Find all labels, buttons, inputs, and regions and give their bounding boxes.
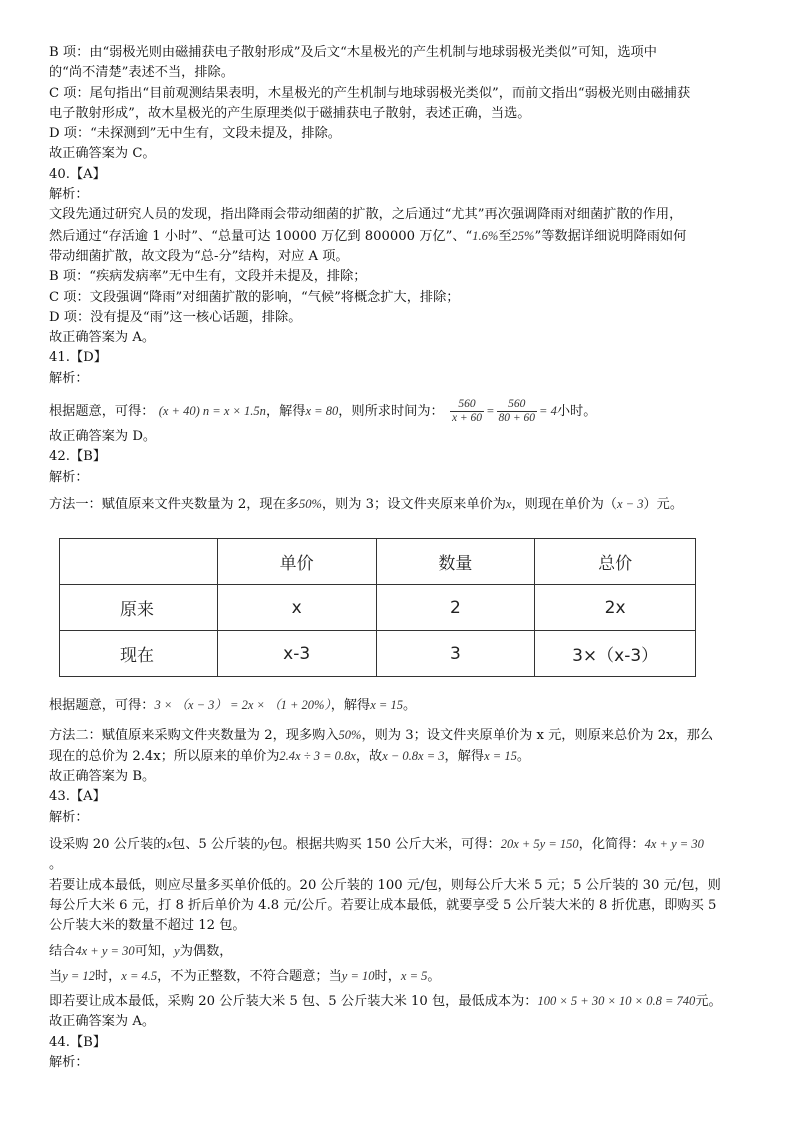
- analysis-label: 解析：: [49, 370, 89, 386]
- explanation-line: [49, 494, 759, 515]
- table-cell: 2x: [535, 585, 696, 631]
- table-cell: 3: [376, 631, 535, 677]
- explanation-line: [49, 746, 759, 767]
- math-formula: y: [263, 837, 270, 852]
- answer-conclusion: 故正确答案为 A。: [49, 330, 156, 346]
- text: ，化简得：: [578, 837, 645, 853]
- math-formula: 100 × 5 + 30 × 10 × 0.8 = 740: [537, 994, 696, 1009]
- text: 现在的总价为 2.4x；所以原来的单价为: [49, 748, 280, 764]
- text: 当: [49, 968, 63, 984]
- fraction: [497, 398, 538, 425]
- math-formula: y = 12: [62, 968, 95, 983]
- math-formula: (x + 40) n = x × 1.5n: [158, 404, 266, 419]
- text: 小时。: [556, 404, 597, 420]
- text: 方法一：赋值原来文件夹数量为 2，现在多: [49, 496, 299, 512]
- math-formula: 4x + y = 30: [644, 837, 704, 852]
- text: ”等数据详细说明降雨如何: [534, 228, 687, 244]
- table-header-row: [60, 539, 696, 585]
- explanation-line: B 项：由“弱极光则由磁捕获电子散射形成”及后文“木星极光的产生机制与地球弱极光类似”可知，选项中: [49, 45, 657, 60]
- table-header-cell: 总价: [535, 539, 696, 585]
- analysis-label: 解析：: [49, 187, 89, 203]
- math-formula: 1.6%: [472, 228, 499, 243]
- fraction-numerator: 560: [450, 398, 484, 412]
- text: ，解得: [444, 748, 485, 764]
- table-cell: 3×（x-3）: [535, 631, 696, 677]
- table-header-cell: 单价: [217, 539, 376, 585]
- math-formula: x = 5: [400, 968, 428, 983]
- explanation-line: B 项：“疾病发病率”无中生有，文段并未提及，排除；: [49, 269, 367, 285]
- explanation-line: C 项：文段强调“降雨”对细菌扩散的影响，“气候”将概念扩大，排除；: [49, 289, 460, 305]
- explanation-line: D 项：“未探测到”无中生有，文段未提及，排除。: [49, 126, 341, 142]
- table-header-cell: 数量: [376, 539, 535, 585]
- table-header-cell: [60, 539, 218, 585]
- explanation-line: [49, 389, 759, 427]
- table-cell: 2: [376, 585, 535, 631]
- answer-conclusion: 故正确答案为 A。: [49, 1014, 156, 1030]
- text: 即若要让成本最低，采购 20 公斤装大米 5 包、5 公斤装大米 10 包，最低成本为：: [49, 994, 538, 1010]
- answer-page: [49, 43, 759, 1073]
- explanation-line: [49, 966, 759, 987]
- text: 。: [516, 748, 531, 764]
- math-formula: 50%: [338, 727, 362, 742]
- explanation-line: [49, 991, 759, 1012]
- text: 设采购 20 公斤装的: [49, 837, 167, 853]
- explanation-line: [49, 941, 759, 962]
- fraction-denominator: 80 + 60: [498, 412, 536, 425]
- math-formula: = 4: [539, 404, 557, 419]
- math-formula: x = 15: [370, 698, 403, 713]
- explanation-line: 的“尚不清楚”表述不当，排除。: [49, 65, 234, 81]
- math-formula: 25%: [511, 228, 535, 243]
- math-formula: x − 3: [616, 496, 644, 511]
- math-formula: 4x + y = 30: [75, 943, 135, 958]
- question-number-42: 42.【B】: [49, 449, 107, 465]
- explanation-line: 每公斤大米 6 元，打 8 折后单价为 4.8 元/公斤。若要让成本最低，就要享受 5 公斤装大米的 8 折优惠，即购买 5: [49, 897, 717, 913]
- text: 元。: [695, 994, 722, 1010]
- table-cell: x-3: [217, 631, 376, 677]
- analysis-label: 解析：: [49, 1054, 89, 1070]
- math-formula: 20x + 5y = 150: [500, 837, 579, 852]
- math-formula: 2.4x ÷ 3 = 0.8x: [279, 748, 356, 763]
- text: 包、5 公斤装的: [172, 837, 264, 853]
- explanation-line: [49, 834, 759, 855]
- fraction-numerator: 560: [497, 398, 538, 412]
- fraction: [450, 398, 484, 425]
- answer-conclusion: 故正确答案为 B。: [49, 769, 156, 785]
- explanation-line: [49, 695, 759, 716]
- text: 。: [402, 698, 417, 714]
- explanation-line: 若要让成本最低，则应尽量多买单价低的。20 公斤装的 100 元/包，则每公斤大米 5 元；5 公斤装的 30 元/包，则: [49, 877, 721, 893]
- table-row-header: 现在: [60, 631, 218, 677]
- math-formula: x: [505, 496, 512, 511]
- text: 方法二：赋值原来采购文件夹数量为 2，现多购入: [49, 727, 339, 743]
- explanation-line: 电子散射形成”，故木星极光的产生原理类似于磁捕获电子散射，表述正确，当选。: [49, 105, 531, 121]
- math-formula: x = 4.5: [121, 968, 158, 983]
- text: ）元。: [643, 496, 684, 512]
- question-number-40: 40.【A】: [49, 166, 106, 182]
- text: 包。根据共购买 150 公斤大米，可得：: [269, 837, 501, 853]
- text: ，则所求时间为：: [338, 404, 444, 420]
- explanation-line: 带动细菌扩散，故文段为“总-分”结构，对应 A 项。: [49, 248, 349, 264]
- table-row: [60, 631, 696, 677]
- price-quantity-table: [59, 538, 696, 677]
- table-row-header: 原来: [60, 585, 218, 631]
- text: 。: [427, 968, 441, 984]
- text: ，则为 3；设文件夹原单价为 x 元，则原来总价为 2x，那么: [361, 727, 714, 743]
- table-row: [60, 585, 696, 631]
- math-formula: x − 0.8x = 3: [382, 748, 445, 763]
- table-cell: x: [217, 585, 376, 631]
- text: 为偶数，: [179, 943, 233, 959]
- math-formula: x = 80: [305, 404, 339, 419]
- math-formula: x = 15: [484, 748, 517, 763]
- text: 根据题意，可得：: [49, 698, 155, 714]
- text: 根据题意，可得：: [49, 404, 155, 420]
- explanation-line: 公斤装大米的数量不超过 12 包。: [49, 918, 246, 934]
- answer-conclusion: 故正确答案为 C。: [49, 146, 156, 162]
- text: 时，: [374, 968, 401, 984]
- text: 时，: [94, 968, 122, 984]
- math-formula: 3 × （x − 3） = 2x × （1 + 20%）: [154, 698, 331, 713]
- text: 至: [498, 228, 512, 244]
- text: ，解得: [330, 698, 371, 714]
- text: ，不为正整数，不符合题意；当: [157, 968, 342, 984]
- math-formula: 50%: [298, 496, 322, 511]
- explanation-line: 。: [49, 857, 63, 873]
- math-equals: =: [486, 404, 495, 419]
- fraction-denominator: x + 60: [451, 412, 483, 425]
- question-number-43: 43.【A】: [49, 789, 106, 805]
- explanation-line: 文段先通过研究人员的发现，指出降雨会带动细菌的扩散，之后通过“尤其”再次强调降雨对细菌扩散的作用，: [49, 207, 683, 223]
- math-formula: y = 10: [341, 968, 375, 983]
- explanation-line: D 项：没有提及“雨”这一核心话题，排除。: [49, 309, 302, 325]
- text: ，故: [355, 748, 383, 764]
- math-formula: y: [174, 943, 180, 958]
- math-formula: x: [166, 837, 173, 852]
- text: ，解得: [265, 404, 306, 420]
- text: 可知，: [134, 943, 175, 959]
- text: 结合: [49, 943, 76, 959]
- explanation-line: C 项：尾句指出“目前观测结果表明，木星极光的产生机制与地球弱极光类似”，而前文指出“弱极光则由磁捕获: [49, 85, 691, 101]
- analysis-label: 解析：: [49, 809, 89, 825]
- explanation-line: [49, 725, 759, 746]
- text: ，则为 3；设文件夹原来单价为: [321, 496, 506, 512]
- answer-conclusion: 故正确答案为 D。: [49, 429, 157, 445]
- text: 然后通过“存活逾 1 小时”、“总量可达 10000 万亿到 800000 万亿”、“: [49, 228, 473, 244]
- question-number-44: 44.【B】: [49, 1034, 107, 1050]
- explanation-line: [49, 226, 759, 247]
- text: ，则现在单价为（: [511, 496, 617, 512]
- question-number-41: 41.【D】: [49, 350, 107, 366]
- analysis-label: 解析：: [49, 469, 89, 485]
